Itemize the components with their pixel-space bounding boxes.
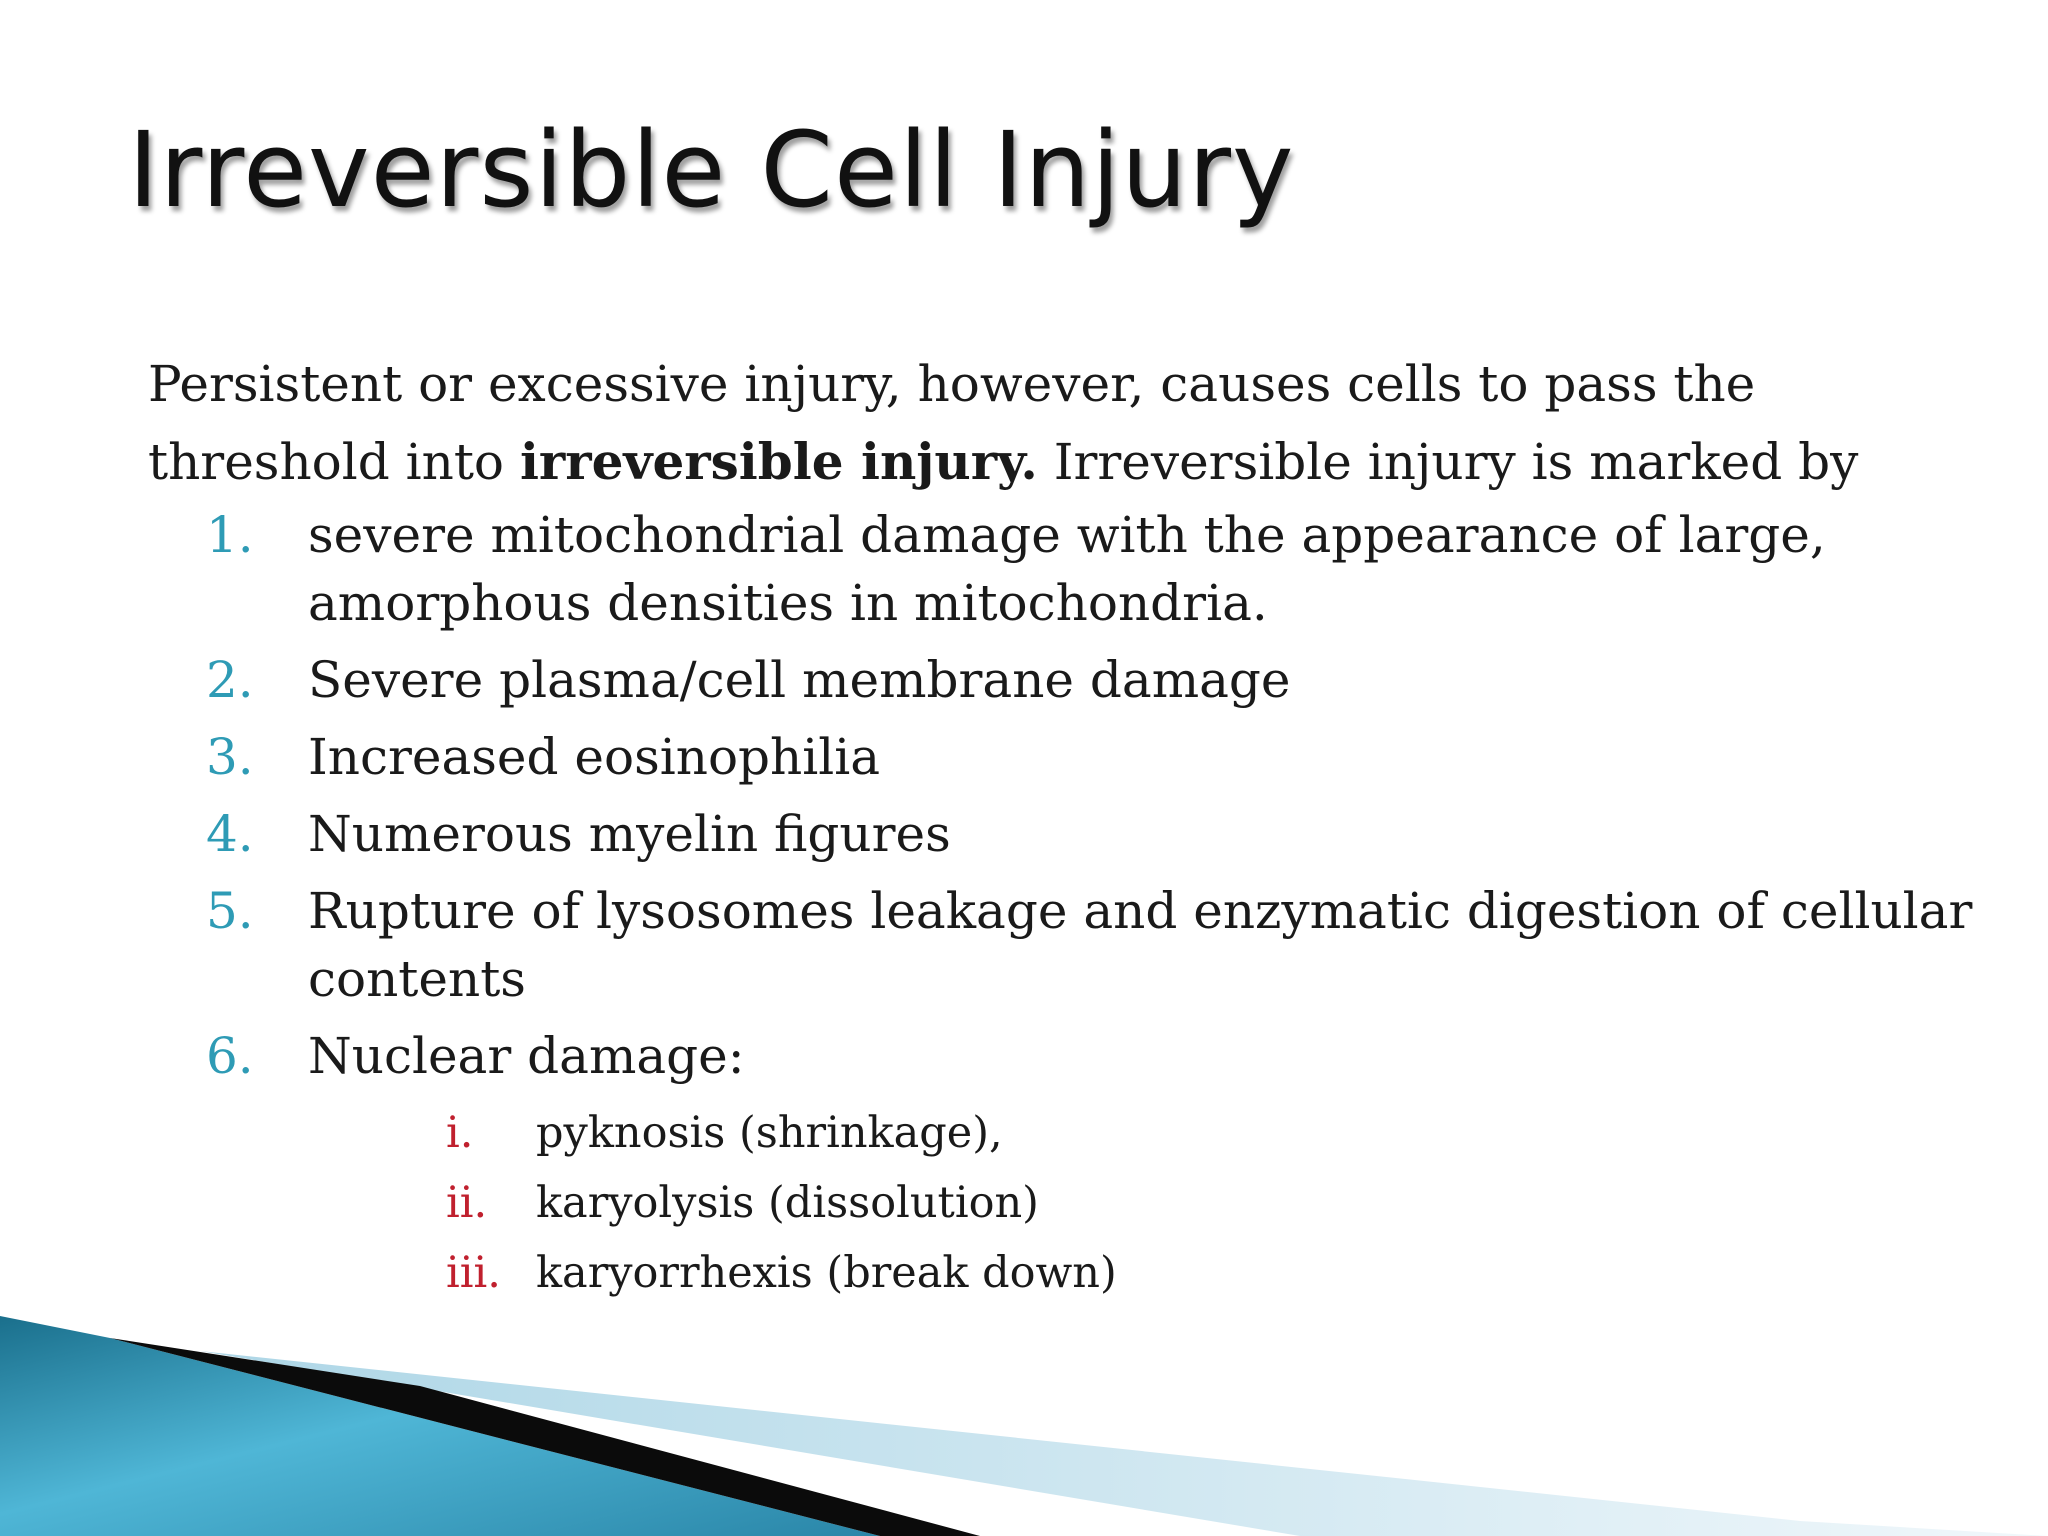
list-number: 2. — [206, 651, 254, 709]
list-number: 1. — [206, 506, 254, 564]
list-number: 3. — [206, 728, 254, 786]
list-item-text: Numerous myelin figures — [308, 805, 951, 863]
intro-text-2: Irreversible injury is marked by — [1037, 433, 1859, 491]
list-item — [148, 1022, 1988, 1308]
list-item-text: Severe plasma/cell membrane damage — [308, 651, 1291, 709]
list-number: 6. — [206, 1027, 254, 1085]
list-item-text: Nuclear damage: — [308, 1027, 745, 1085]
list-item — [148, 646, 1988, 714]
bottom-swoosh-decoration — [0, 1276, 2048, 1536]
intro-text-1: Persistent or excessive injury, however, causes cells to pass the threshold into — [148, 355, 1756, 491]
list-item-text: severe mitochondrial damage with the appearance of large, amorphous densities in mitochondria. — [308, 506, 1826, 632]
list-number: 5. — [206, 882, 254, 940]
sublist-item-text: karyorrhexis (break down) — [536, 1248, 1117, 1298]
roman-number: ii. — [446, 1178, 488, 1228]
intro-bold-text: irreversible injury. — [519, 432, 1038, 491]
list-item — [148, 877, 1988, 1013]
sublist-item — [308, 1168, 1988, 1238]
sublist-item-text: karyolysis (dissolution) — [536, 1178, 1039, 1228]
numbered-list — [148, 501, 1988, 1308]
sublist-item-text: pyknosis (shrinkage), — [536, 1108, 1003, 1158]
list-number: 4. — [206, 805, 254, 863]
list-item-text: Rupture of lysosomes leakage and enzymatic digestion of cellular contents — [308, 882, 1973, 1008]
roman-number: i. — [446, 1108, 474, 1158]
list-item — [148, 723, 1988, 791]
roman-number: iii. — [446, 1248, 501, 1298]
list-item-text: Increased eosinophilia — [308, 728, 881, 786]
slide-title: Irreversible Cell Injury — [128, 109, 1295, 231]
sublist-item — [308, 1098, 1988, 1168]
list-item — [148, 501, 1988, 637]
intro-paragraph — [148, 345, 1988, 501]
list-item — [148, 800, 1988, 868]
slide-body — [148, 345, 1988, 1317]
